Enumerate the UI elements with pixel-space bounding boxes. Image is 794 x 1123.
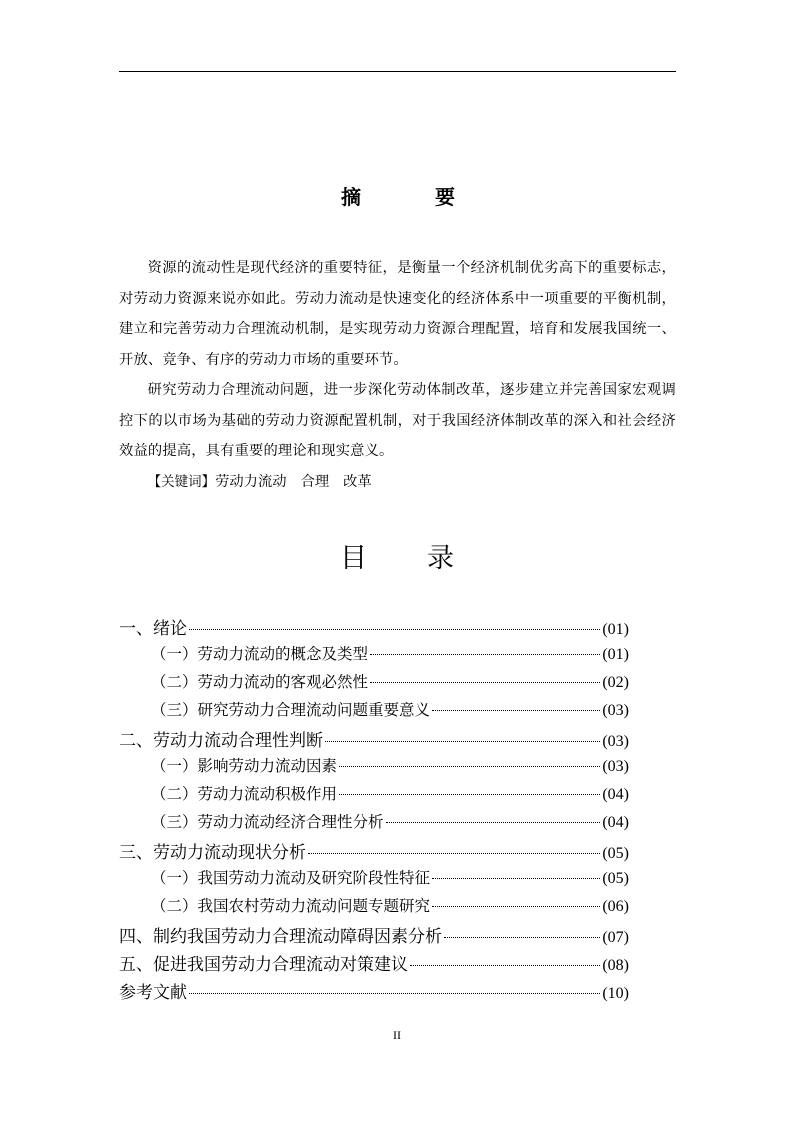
abstract-title-char-2: 要 <box>435 185 455 209</box>
abstract-paragraph-2: 研究劳动力合理流动问题，进一步深化劳动体制改革，逐步建立并完善国家宏观调控下的以市场为基础的劳动力资源配置机制，对于我国经济体制改革的深入和社会经济效益的提高，具有重要的理论和现实意义。 <box>119 382 676 459</box>
toc-entry-label: （一）我国劳动力流动及研究阶段性特征 <box>151 869 431 887</box>
toc-entry-label: 三、劳动力流动现状分析 <box>119 843 306 863</box>
toc-entry[interactable] <box>119 614 629 642</box>
toc-dot-leader <box>410 965 600 966</box>
toc-entry-label: （一）劳动力流动的概念及类型 <box>151 645 369 663</box>
toc-entry-page: (03) <box>602 733 629 750</box>
toc-entry-page: (03) <box>602 758 629 775</box>
toc-entry[interactable] <box>119 950 629 978</box>
toc-entry-page: (01) <box>602 646 629 663</box>
toc-dot-leader <box>189 629 600 630</box>
toc-entry[interactable] <box>119 642 629 670</box>
toc-dot-leader <box>308 853 600 854</box>
toc-entry-page: (10) <box>602 985 629 1002</box>
toc-entry-page: (02) <box>602 674 629 691</box>
toc-dot-leader <box>386 822 601 823</box>
toc-dot-leader <box>370 682 600 683</box>
toc-entry[interactable] <box>119 810 629 838</box>
abstract-paragraph-1: 资源的流动性是现代经济的重要特征，是衡量一个经济机制优劣高下的重要标志，对劳动力资源来说亦如此。劳动力流动是快速变化的经济体系中一项重要的平衡机制，建立和完善劳动力合理流动机制，是实现劳动力资源合理配置，培育和发展我国统一、开放、竞争、有序的劳动力市场的重要环节。 <box>119 260 676 368</box>
toc-entry[interactable] <box>119 782 629 810</box>
toc-title-char-2: 录 <box>427 543 454 574</box>
toc-dot-leader <box>370 654 600 655</box>
toc-entry[interactable] <box>119 866 629 894</box>
toc-dot-leader <box>189 993 600 994</box>
toc-title <box>0 536 794 576</box>
toc-entry-page: (06) <box>602 898 629 915</box>
toc-entry[interactable] <box>119 978 629 1006</box>
toc-entry-page: (04) <box>602 786 629 803</box>
toc-entry[interactable] <box>119 838 629 866</box>
toc-entry-label: （二）劳动力流动的客观必然性 <box>151 673 369 691</box>
toc-entry-label: 参考文献 <box>119 983 187 1003</box>
keywords-line <box>119 467 676 498</box>
toc-title-char-1: 目 <box>340 543 367 574</box>
toc-entry-page: (08) <box>602 957 629 974</box>
toc-entry-label: 二、劳动力流动合理性判断 <box>119 731 323 751</box>
toc-entry-label: （三）劳动力流动经济合理性分析 <box>151 813 384 831</box>
toc-entry[interactable] <box>119 922 629 950</box>
keyword: 劳动力流动 <box>215 473 287 490</box>
toc-entry[interactable] <box>119 670 629 698</box>
toc-entry[interactable] <box>119 894 629 922</box>
keywords-label: 【关键词】 <box>147 473 216 490</box>
toc-entry-label: 五、促进我国劳动力合理流动对策建议 <box>119 955 408 975</box>
toc-entry-page: (05) <box>602 845 629 862</box>
toc-entry[interactable] <box>119 754 629 782</box>
toc-entry-page: (07) <box>602 929 629 946</box>
keyword: 合理 <box>300 473 330 490</box>
toc-dot-leader <box>325 741 600 742</box>
toc-entry-label: （一）影响劳动力流动因素 <box>151 757 338 775</box>
toc-list <box>119 614 629 1006</box>
keyword: 改革 <box>343 473 372 490</box>
abstract-body <box>119 253 676 497</box>
toc-entry-page: (05) <box>602 870 629 887</box>
toc-entry-label: （二）劳动力流动积极作用 <box>151 785 338 803</box>
header-rule <box>119 71 676 72</box>
abstract-title-char-1: 摘 <box>341 185 361 209</box>
page-number: II <box>393 1028 401 1042</box>
toc-entry[interactable] <box>119 698 629 726</box>
toc-dot-leader <box>432 906 600 907</box>
toc-entry-label: （三）研究劳动力合理流动问题重要意义 <box>151 701 431 719</box>
toc-dot-leader <box>432 878 600 879</box>
toc-entry-label: （二）我国农村劳动力流动问题专题研究 <box>151 897 431 915</box>
toc-dot-leader <box>444 937 600 938</box>
abstract-title <box>0 181 794 211</box>
toc-entry-page: (01) <box>602 621 629 638</box>
toc-entry-page: (04) <box>602 814 629 831</box>
toc-entry-label: 一、绪论 <box>119 619 187 639</box>
toc-dot-leader <box>339 794 600 795</box>
toc-entry[interactable] <box>119 726 629 754</box>
toc-entry-page: (03) <box>602 702 629 719</box>
toc-dot-leader <box>339 766 600 767</box>
toc-entry-label: 四、制约我国劳动力合理流动障碍因素分析 <box>119 927 442 947</box>
toc-dot-leader <box>432 710 600 711</box>
